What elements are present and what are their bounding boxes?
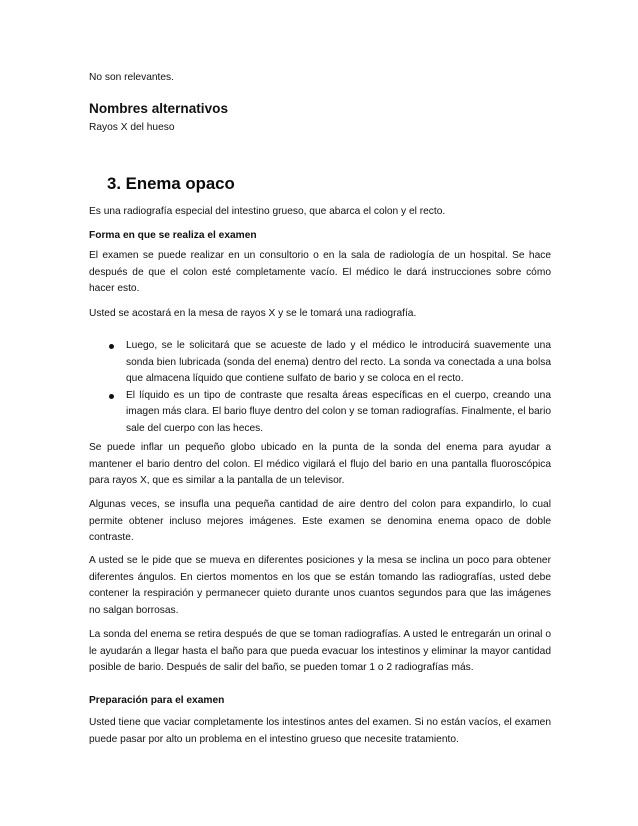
prep-heading: Preparación para el examen bbox=[89, 695, 225, 706]
list-item-text: El líquido es un tipo de contraste que resalta áreas específicas en el cuerpo, creando una imagen más clara. El bario fluye dentro del colon y se toman radiografías. Finalmente, el bario sale del cuerpo con las heces. bbox=[126, 389, 551, 434]
list-item bbox=[89, 338, 551, 388]
intro-text: No son relevantes. bbox=[89, 72, 174, 83]
paragraph-posiciones: A usted se le pide que se mueva en diferentes posiciones y la mesa se inclina un poco para obtener diferentes ángulos. En ciertos momentos en los que se están tomando las radiografías, usted debe contener la respiración y permanecer quieto durante unos cuantos segundos para que las imágenes no salgan borrosas. bbox=[89, 555, 551, 616]
how-heading: Forma en que se realiza el examen bbox=[89, 230, 257, 241]
bullet-icon bbox=[109, 344, 114, 349]
procedure-bullet-list bbox=[89, 338, 551, 438]
how-paragraph-2: Usted se acostará en la mesa de rayos X y se le tomará una radiografía. bbox=[89, 308, 417, 319]
how-paragraph-1: El examen se puede realizar en un consultorio o en la sala de radiología de un hospital. Se hace después de que el colon esté completamente vacío. El médico le dará instrucciones sobre cómo hacer esto. bbox=[89, 250, 551, 295]
section-intro: Es una radiografía especial del intestino grueso, que abarca el colon y el recto. bbox=[89, 206, 446, 217]
alt-names-heading: Nombres alternativos bbox=[89, 101, 229, 116]
list-item-text: Luego, se le solicitará que se acueste de lado y el médico le introducirá suavemente una sonda bien lubricada (sonda del enema) dentro del recto. La sonda va conectada a una bolsa que almacena líquido que contiene sulfato de bario y se coloca en el recto. bbox=[126, 340, 551, 385]
section-title: 3. Enema opaco bbox=[107, 174, 235, 193]
list-item bbox=[89, 388, 551, 438]
paragraph-sonda: La sonda del enema se retira después de que se toman radiografías. A usted le entregarán un orinal o le ayudarán a llegar hasta el baño para que pueda evacuar los intestinos y eliminar la mayor cantidad posible de bario. Después de salir del baño, se pueden tomar 1 o 2 radiografías más. bbox=[89, 629, 551, 674]
bullet-icon bbox=[109, 394, 114, 399]
prep-paragraph: Usted tiene que vaciar completamente los intestinos antes del examen. Si no están vacíos, el examen puede pasar por alto un problema en el intestino grueso que necesite tratamiento. bbox=[89, 717, 551, 745]
alt-names-text: Rayos X del hueso bbox=[89, 122, 175, 133]
paragraph-aire: Algunas veces, se insufla una pequeña cantidad de aire dentro del colon para expandirlo, lo cual permite obtener incluso mejores imágenes. Este examen se denomina enema opaco de doble contraste. bbox=[89, 499, 551, 544]
paragraph-globo: Se puede inflar un pequeño globo ubicado en la punta de la sonda del enema para ayudar a mantener el bario dentro del colon. El médico vigilará el flujo del bario en una pantalla fluoroscópica para rayos X, que es similar a la pantalla de un televisor. bbox=[89, 442, 551, 487]
